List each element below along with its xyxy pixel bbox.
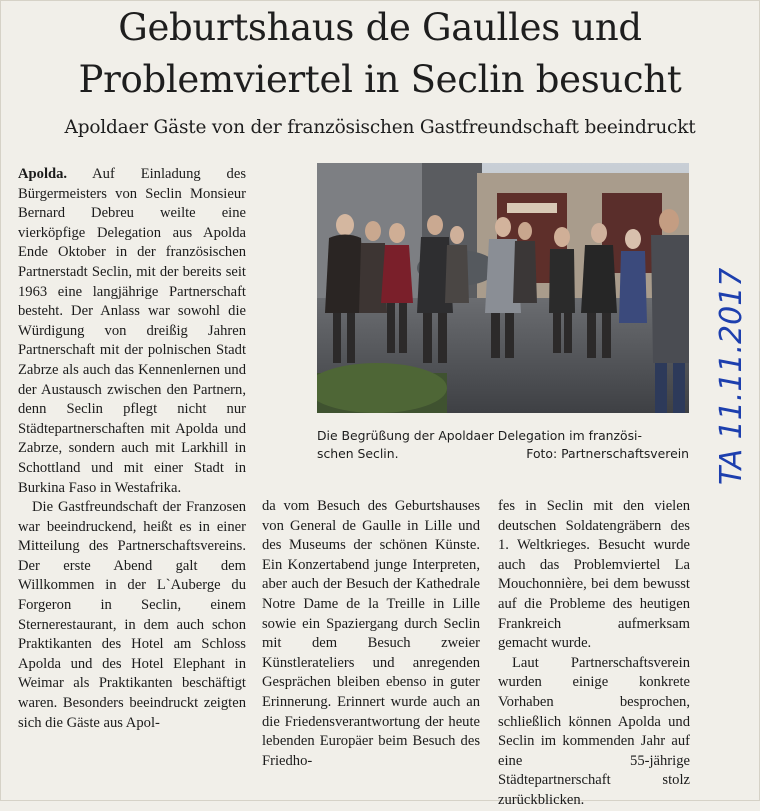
- caption-line-1: Die Begrüßung der Apoldaer Delegation im französi-: [317, 428, 642, 443]
- column-2-paragraph-1: da vom Besuch des Geburtshauses von General de Gaulle in Lille und des Museums der schönen Künste. Ein Konzertabend junge Interpreten, aber auch der Besuch der Kathedrale Notre Dame de la Treille in Lille sowie ein Spaziergang durch Seclin mit dem Besuch zweier Künstlerateliers und anregenden Gesprächen bleiben ebenso in guter Erinnerung. Erinnert wurde auch an die Friedensverantwortung der heute lebenden Europäer beim Besuch des Friedho-: [262, 498, 480, 769]
- article-column-3: [498, 497, 690, 811]
- headline-line-2: Problemviertel in Seclin besucht: [78, 58, 682, 101]
- column-3-paragraph-1: fes in Seclin mit den vielen deutschen Soldatengräbern des 1. Weltkrieges. Besucht wurde auch das Problemviertel La Mouchonnière, bei dem bewusst auf die Probleme des heutigen Frankreich aufmerksam gemacht wurde.: [498, 498, 690, 652]
- subheadline: Apoldaer Gäste von der französischen Gastfreundschaft beeindruckt: [64, 117, 696, 138]
- article-column-1: [18, 165, 246, 733]
- column-1-paragraph-2: Die Gastfreundschaft der Franzosen war beeindruckend, heißt es in einer Mitteilung des Partnerschaftsvereins. Der erste Abend galt dem Willkommen in der L`Auberge du Forgeron in Seclin, einem Sternerestaurant, in dem auch schon Praktikanten des Hotel am Schloss Apolda und des Hotel Elephant in Weimar als Praktikanten beschäftigt waren. Besonders beeindruckt zeigten sich die Gäste aus Apol-: [18, 499, 246, 731]
- handwritten-date-text: TA 11.11.2017: [714, 267, 749, 485]
- dateline: Apolda.: [18, 166, 68, 182]
- delegation-photo-illustration: [317, 163, 689, 413]
- column-1-paragraph-1: [18, 165, 246, 498]
- caption-line-2: [317, 445, 689, 463]
- photo-credit: Foto: Partnerschaftsverein: [526, 446, 689, 461]
- photo-caption: [317, 427, 689, 463]
- caption-line-2-text: schen Seclin.: [317, 446, 399, 461]
- article-photo: [317, 163, 689, 413]
- handwritten-date-note: [705, 190, 753, 490]
- article-column-2: [262, 497, 480, 771]
- column-1-text-1: Auf Einladung des Bürgermeisters von Seclin Monsieur Bernard Debreu weilte eine vierköpfige Delegation aus Apolda Ende Oktober in der französischen Partnerstadt Seclin, mit der bereits seit 1963 eine langjährige Partnerschaft besteht. Der Anlass war sowohl die Würdigung von dreißig Jahren Partnerschaft mit der polnischen Stadt Zabrze als auch das Kennenlernen und der Austausch zwischen den Partnern, denn Seclin pflegt nicht nur Städtepartnerschaften mit Apolda und Zabrze, sondern auch mit Larkhill in Schottland und mit einer Stadt in Burkina Faso in Westafrika.: [18, 166, 246, 496]
- headline-line-1: Geburtshaus de Gaulles und: [118, 6, 642, 49]
- column-3-paragraph-2: Laut Partnerschaftsverein wurden einige konkrete Vorhaben besprochen, schließlich können Apolda und Seclin im kommenden Jahr auf eine 55-jährige Städtepartnerschaft stolz zurückblicken.: [498, 654, 690, 808]
